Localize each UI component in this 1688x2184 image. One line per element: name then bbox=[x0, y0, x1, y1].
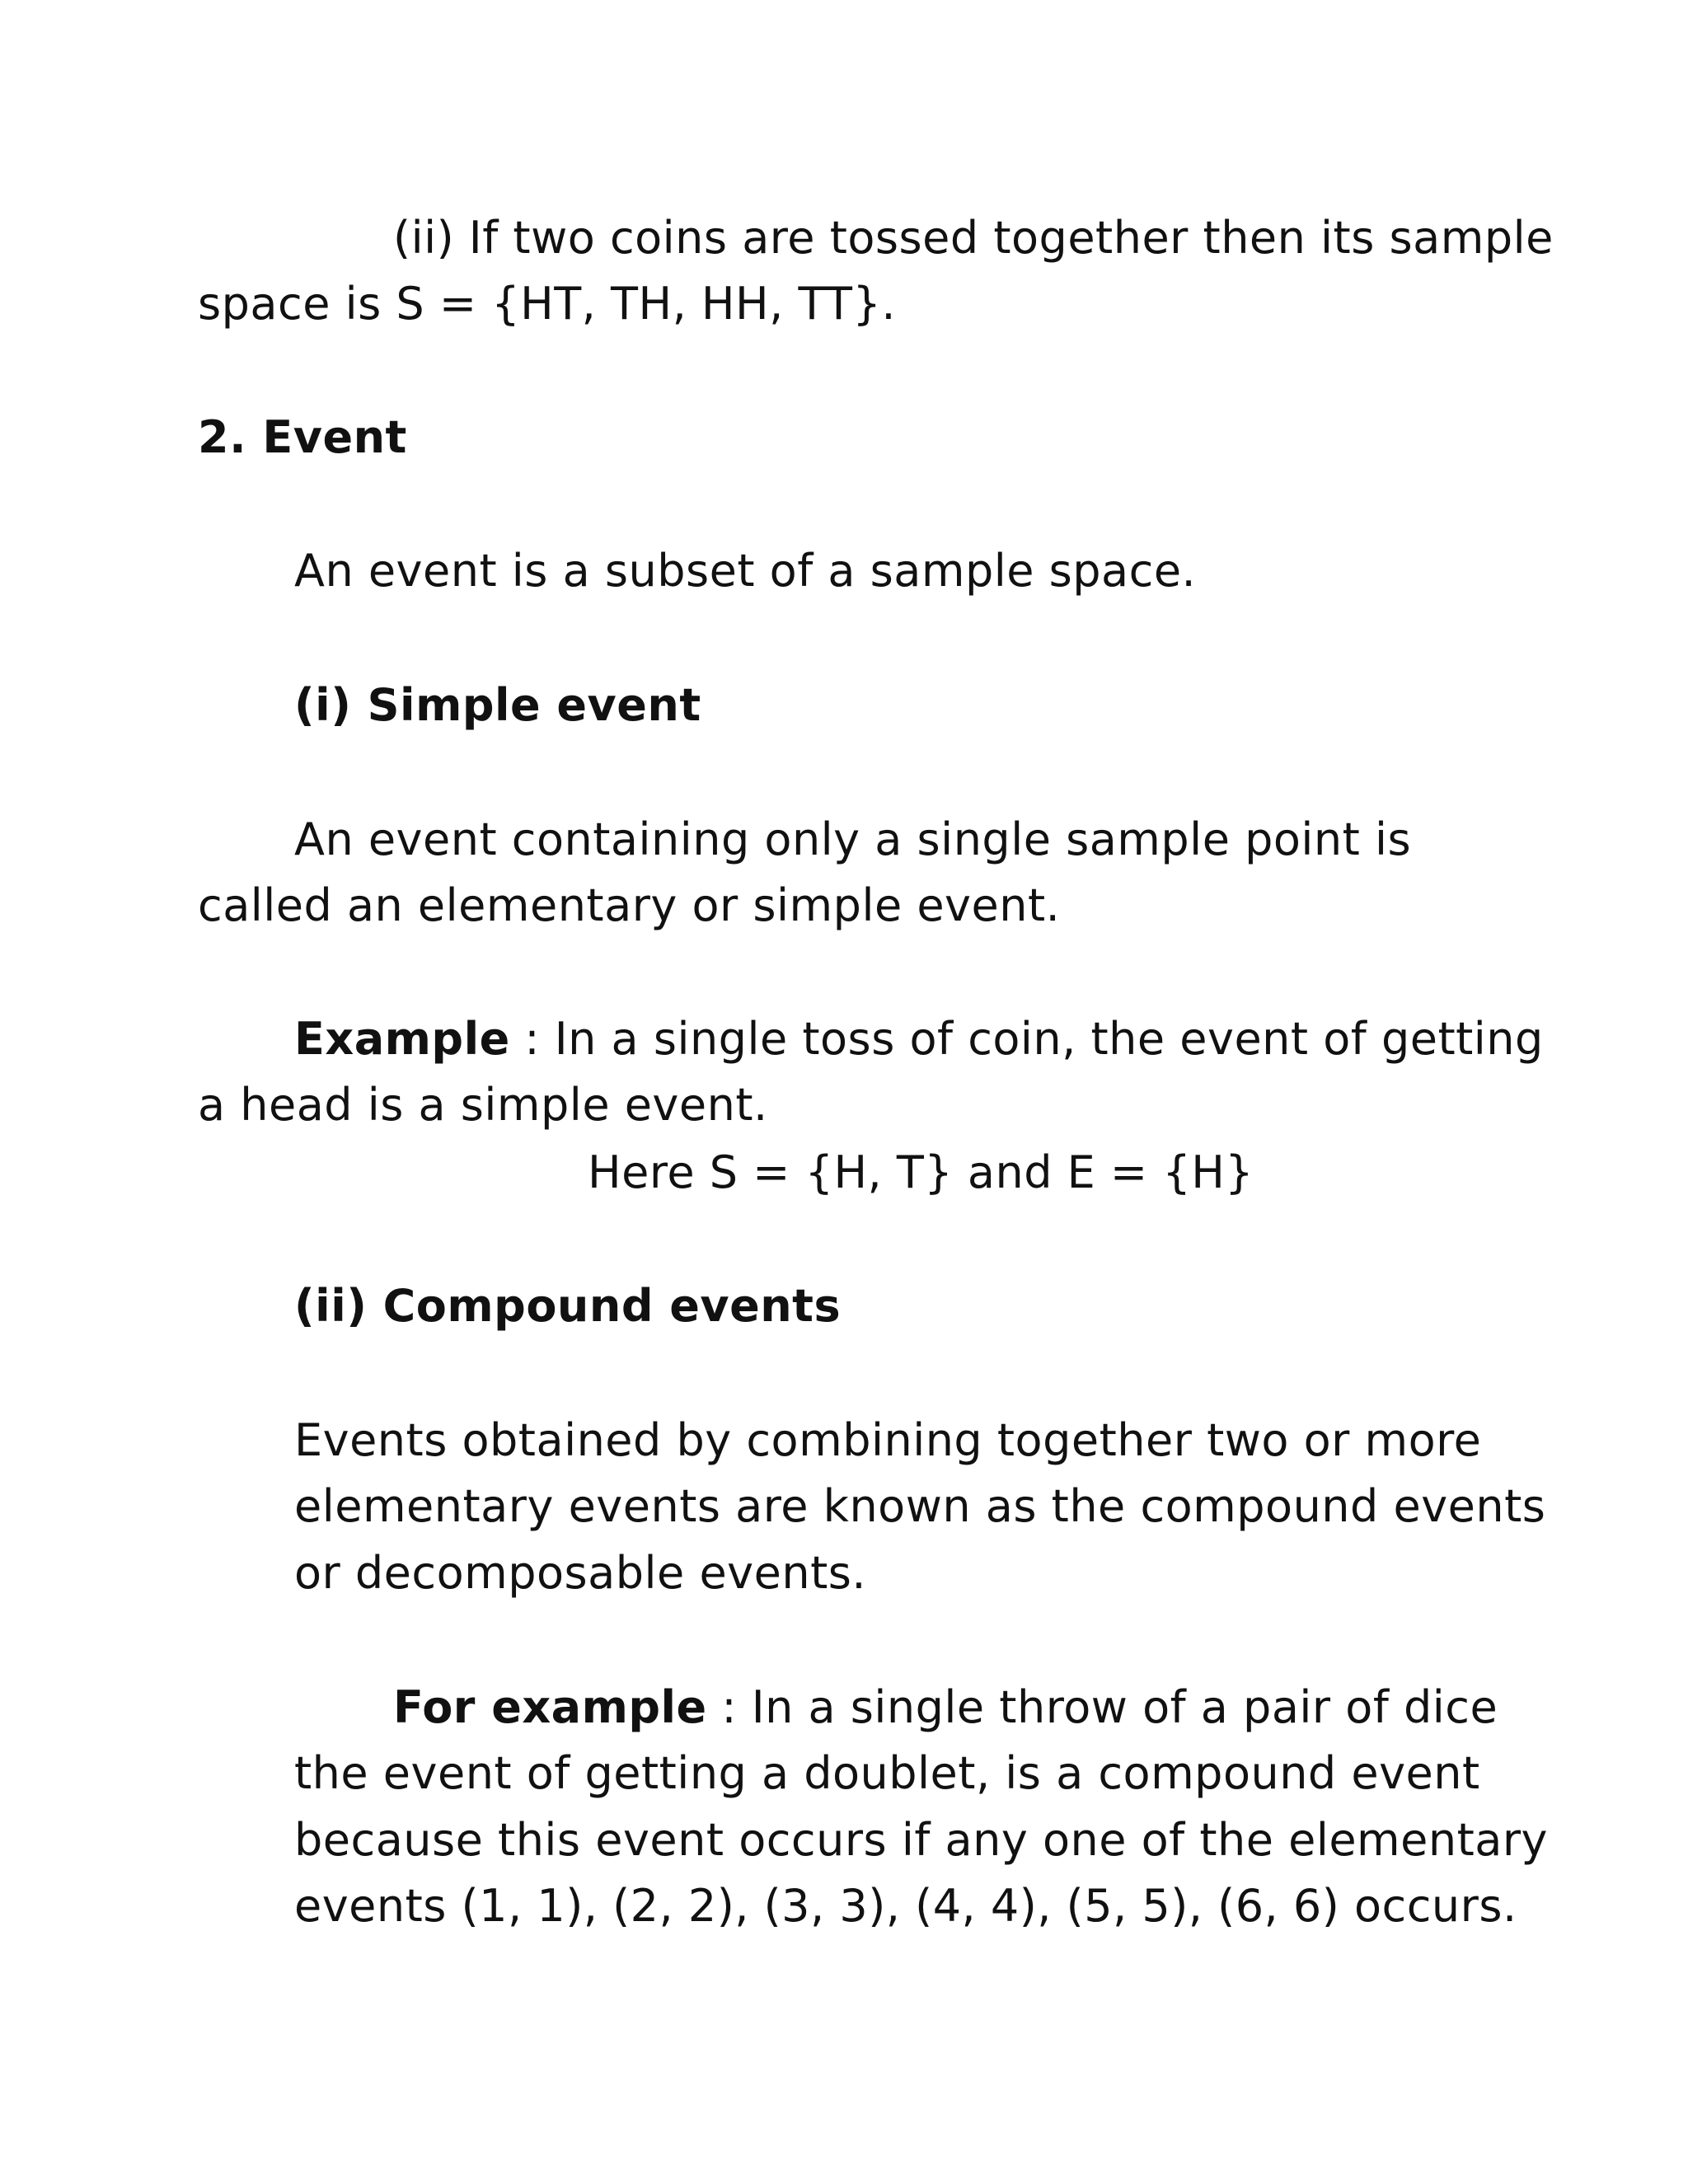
compound-events-line-3: or decomposable events. bbox=[294, 1547, 867, 1599]
event-section-heading: 2. Event bbox=[198, 411, 407, 463]
simple-event-example-line-2: a head is a simple event. bbox=[198, 1079, 768, 1131]
example-label: Example bbox=[294, 1013, 510, 1065]
compound-events-line-1: Events obtained by combining together two or more bbox=[294, 1414, 1482, 1466]
event-definition: An event is a subset of a sample space. bbox=[294, 545, 1197, 597]
compound-example-line-2: the event of getting a doublet, is a compound event bbox=[294, 1747, 1480, 1799]
simple-event-line-2: called an elementary or simple event. bbox=[198, 879, 1061, 931]
simple-event-heading: (i) Simple event bbox=[294, 679, 701, 731]
example-text: : In a single toss of coin, the event of getting bbox=[509, 1013, 1544, 1065]
simple-event-example-line-1 bbox=[294, 1013, 1544, 1065]
for-example-text: : In a single throw of a pair of dice bbox=[706, 1681, 1498, 1733]
for-example-label: For example bbox=[393, 1681, 707, 1733]
simple-event-line-1: An event containing only a single sample point is bbox=[294, 813, 1412, 865]
compound-example-line-3: because this event occurs if any one of the elementary bbox=[294, 1814, 1549, 1866]
sample-space-line-1: (ii) If two coins are tossed together then its sample bbox=[393, 212, 1554, 264]
sample-space-line-2: space is S = {HT, TH, HH, TT}. bbox=[198, 278, 897, 330]
compound-example-line-1 bbox=[393, 1681, 1498, 1733]
compound-example-line-4: events (1, 1), (2, 2), (3, 3), (4, 4), (5, 5), (6, 6) occurs. bbox=[294, 1880, 1517, 1932]
compound-events-line-2: elementary events are known as the compound events bbox=[294, 1480, 1546, 1532]
compound-events-heading: (ii) Compound events bbox=[294, 1280, 842, 1332]
simple-event-formula: Here S = {H, T} and E = {H} bbox=[588, 1146, 1254, 1198]
